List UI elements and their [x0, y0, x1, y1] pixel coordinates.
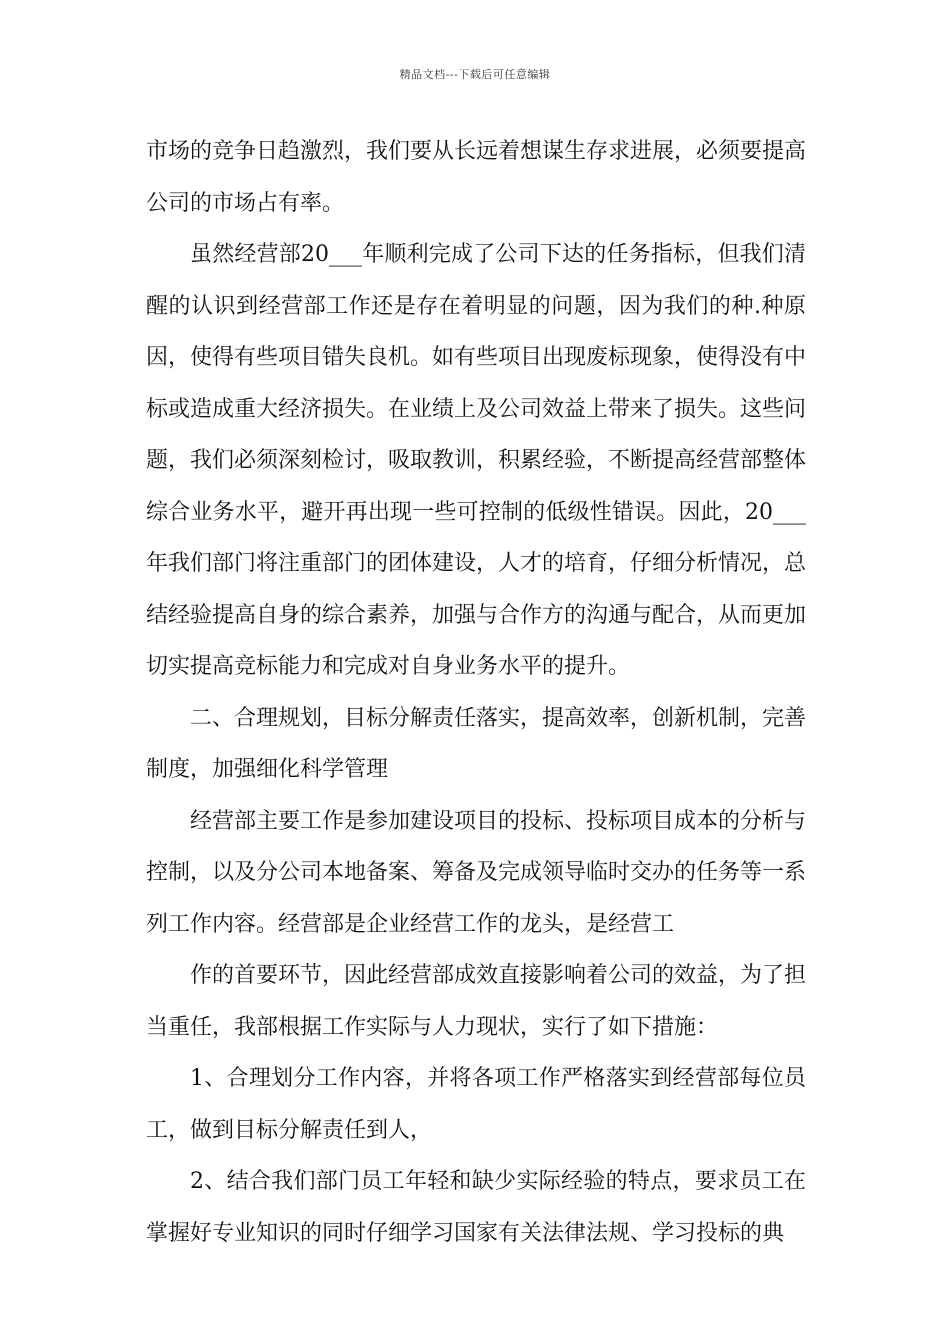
- paragraph-5: 作的首要环节，因此经营部成效直接影响着公司的效益，为了担当重任，我部根据工作实际与人力现状，实行了如下措施：: [146, 963, 807, 1040]
- paragraph-6-list-item-1: 1、合理划分工作内容，并将各项工作严格落实到经营部每位员工，做到目标分解责任到人，: [146, 1066, 806, 1143]
- page-header: 精品文档---下载后可任意编辑: [399, 68, 551, 81]
- paragraph-3-section-heading: 二、合理规划，目标分解责任落实，提高效率，创新机制，完善制度，加强细化科学管理: [146, 705, 807, 782]
- document-body: [146, 126, 806, 1259]
- paragraph-7-list-item-2: 2、结合我们部门员工年轻和缺少实际经验的特点，要求员工在掌握好专业知识的同时仔细学习国家有关法律法规、学习投标的典: [146, 1169, 806, 1246]
- paragraph-2: 虽然经营部20___年顺利完成了公司下达的任务指标，但我们清醒的认识到经营部工作还是存在着明显的问题，因为我们的种.种原因，使得有些项目错失良机。如有些项目出现废标现象，使得没有中标或造成重大经济损失。在业绩上及公司效益上带来了损失。这些问题，我们必须深刻检讨，吸取教训，积累经验，不断提高经营部整体综合业务水平，避开再出现一些可控制的低级性错误。因此，20___年我们部门将注重部门的团体建设，人才的培育，仔细分析情况，总结经验提高自身的综合素养，加强与合作方的沟通与配合，从而更加切实提高竞标能力和完成对自身业务水平的提升。: [146, 242, 807, 679]
- paragraph-1: 市场的竞争日趋激烈，我们要从长远着想谋生存求进展，必须要提高公司的市场占有率。: [146, 139, 807, 216]
- paragraph-4: 经营部主要工作是参加建设项目的投标、投标项目成本的分析与控制，以及分公司本地备案、筹备及完成领导临时交办的任务等一系列工作内容。经营部是企业经营工作的龙头，是经营工: [146, 808, 807, 937]
